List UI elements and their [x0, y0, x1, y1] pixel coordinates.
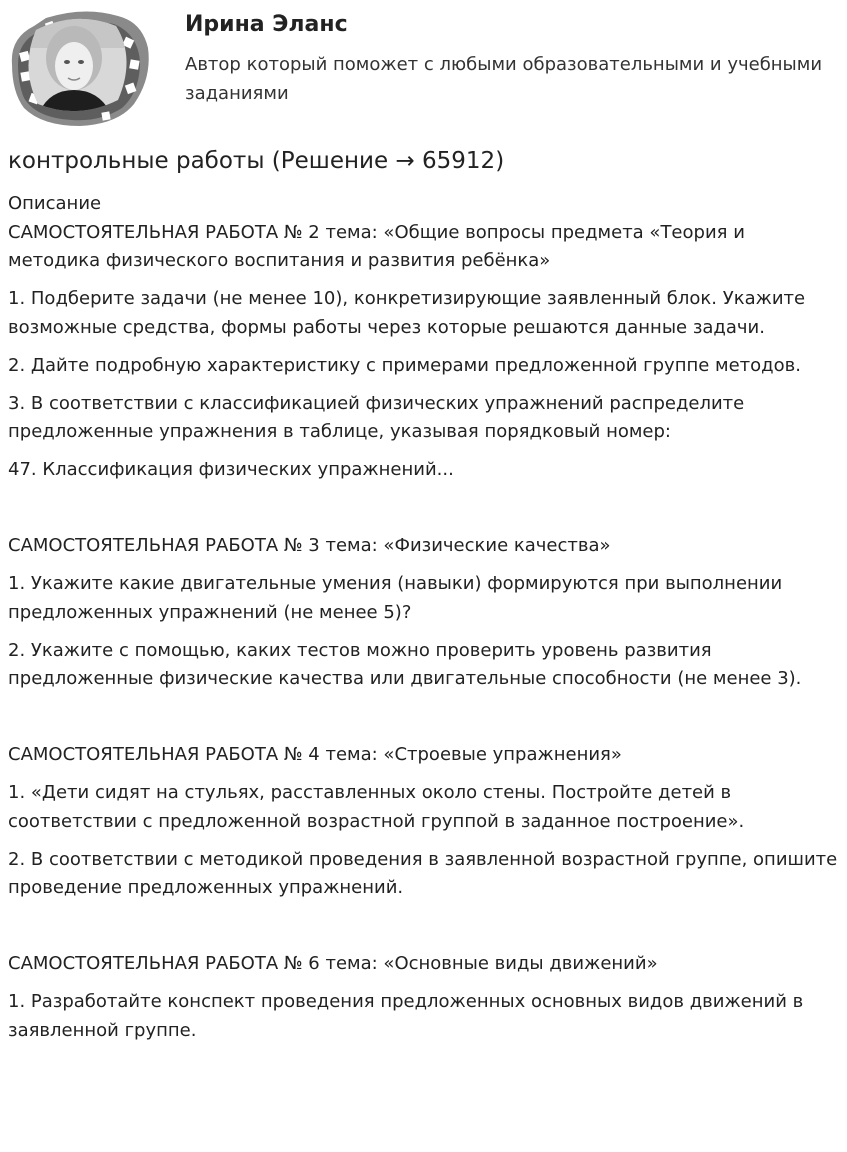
section-spacer	[8, 912, 838, 950]
description-label: Описание	[8, 193, 102, 214]
list-item: 1. Подберите задачи (не менее 10), конкретизирующие заявленный блок. Укажите возможные средства, формы работы через которые решаются данные задачи.	[8, 288, 806, 338]
author-header	[0, 0, 847, 130]
section-heading: САМОСТОЯТЕЛЬНАЯ РАБОТА № 4 тема: «Строевые упражнения»	[8, 744, 622, 765]
section-heading: САМОСТОЯТЕЛЬНАЯ РАБОТА № 6 тема: «Основные виды движений»	[8, 953, 658, 974]
list-item: 3. В соответствии с классификацией физических упражнений распределите предложенные упражнения в таблице, указывая порядковый номер:	[8, 392, 745, 442]
section-heading: САМОСТОЯТЕЛЬНАЯ РАБОТА № 3 тема: «Физические качества»	[8, 535, 611, 556]
author-name[interactable]: Ирина Эланс	[185, 12, 348, 37]
list-item: 1. «Дети сидят на стульях, расставленных около стены. Постройте детей в соответствии с предложенной возрастной группой в заданное построение».	[8, 782, 745, 832]
list-item: 1. Разработайте конспект проведения предложенных основных видов движений в заявленной группе.	[8, 991, 804, 1041]
list-item: 2. В соответствии с методикой проведения в заявленной возрастной группе, опишите проведение предложенных упражнений.	[8, 848, 838, 898]
section-heading: САМОСТОЯТЕЛЬНАЯ РАБОТА № 2 тема: «Общие вопросы предмета «Теория и методика физического воспитания и развития ребёнка»	[8, 221, 745, 271]
list-item: 47. Классификация физических упражнений...	[8, 459, 454, 480]
list-item: 2. Дайте подробную характеристику с примерами предложенной группе методов.	[8, 354, 801, 376]
section-spacer	[8, 703, 838, 741]
page-title: контрольные работы (Решение → 65912)	[8, 148, 505, 174]
description-content	[8, 190, 838, 1055]
author-avatar[interactable]	[6, 8, 152, 128]
list-item: 2. Укажите с помощью, каких тестов можно проверить уровень развития предложенные физические качества или двигательные способности (не менее 3).	[8, 639, 802, 689]
list-item: 1. Укажите какие двигательные умения (навыки) формируются при выполнении предложенных упражнений (не менее 5)?	[8, 573, 783, 623]
section-spacer	[8, 494, 838, 532]
author-tagline: Автор который поможет с любыми образовательными и учебными заданиями	[185, 54, 823, 104]
